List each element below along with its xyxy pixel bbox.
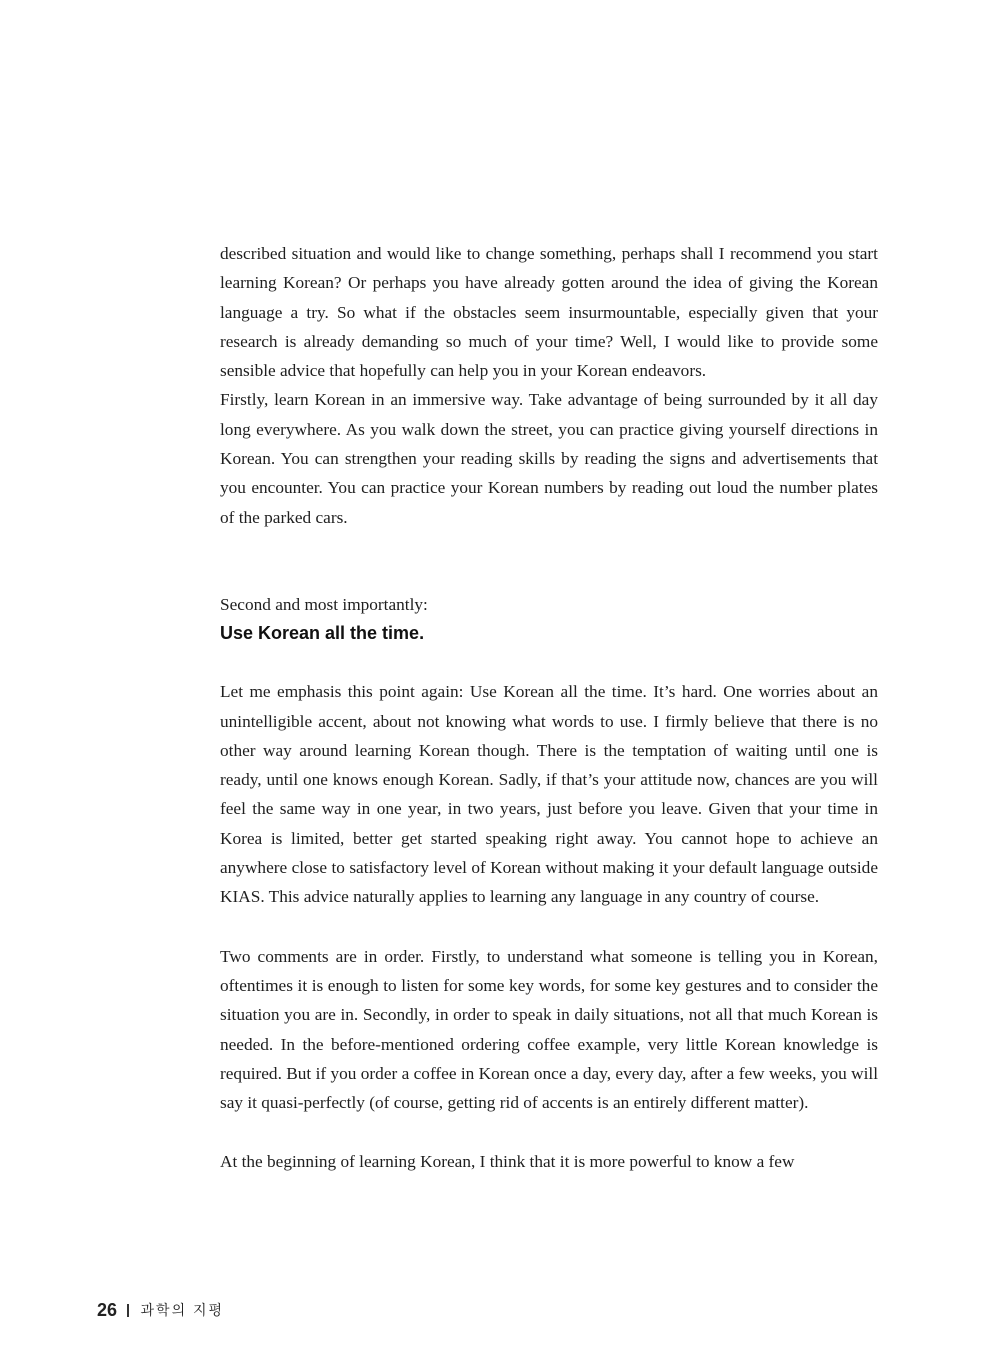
section-intro: Second and most importantly: bbox=[220, 594, 428, 614]
paragraph: Two comments are in order. Firstly, to understand what someone is telling you in Korean, oftentimes it is enough to listen for some key words, for some key gestures and to consider the situation you are in. Secondly, in order to speak in daily situations, not all that much Korean is needed. In the before-mentioned ordering coffee example, very little Korean knowledge is required. But if you order a coffee in Korean once a day, every day, after a few weeks, you will say it quasi-perfectly (of course, getting rid of accents is an entirely different matter). bbox=[220, 946, 878, 1113]
article-body bbox=[220, 239, 878, 1177]
paragraph: Let me emphasis this point again: Use Korean all the time. It’s hard. One worries about an unintelligible accent, about not knowing what words to use. I firmly believe that there is no other way around learning Korean though. There is the temptation of waiting until one is ready, until one knows enough Korean. Sadly, if that’s your attitude now, chances are you will feel the same way in one year, in two years, just before you leave. Given that your time in Korea is limited, better get started speaking right away. You cannot hope to achieve an anywhere close to satisfactory level of Korean without making it your default language outside KIAS. This advice naturally applies to learning any language in any country of course. bbox=[220, 682, 878, 907]
journal-title: 과학의 지평 bbox=[140, 1302, 225, 1318]
section-heading: Use Korean all the time. bbox=[220, 623, 425, 644]
paragraph: Firstly, learn Korean in an immersive way. Take advantage of being surrounded by it all day long everywhere. As you walk down the street, you can practice giving yourself directions in Korean. You can strengthen your reading skills by reading the signs and advertisements that you encounter. You can practice your Korean numbers by reading out loud the number plates of the parked cars. bbox=[220, 390, 878, 527]
page-number: 26 bbox=[97, 1299, 118, 1320]
paragraph: At the beginning of learning Korean, I think that it is more powerful to know a few bbox=[220, 1152, 795, 1172]
page-footer bbox=[97, 1299, 224, 1321]
paragraph: described situation and would like to change something, perhaps shall I recommend you start learning Korean? Or perhaps you have already gotten around the idea of giving the Korean language a try. So what if the obstacles seem insurmountable, especially given that your research is already demanding so much of your time? Well, I would like to provide some sensible advice that hopefully can help you in your Korean endeavors. bbox=[220, 244, 878, 381]
footer-separator bbox=[127, 1304, 129, 1317]
